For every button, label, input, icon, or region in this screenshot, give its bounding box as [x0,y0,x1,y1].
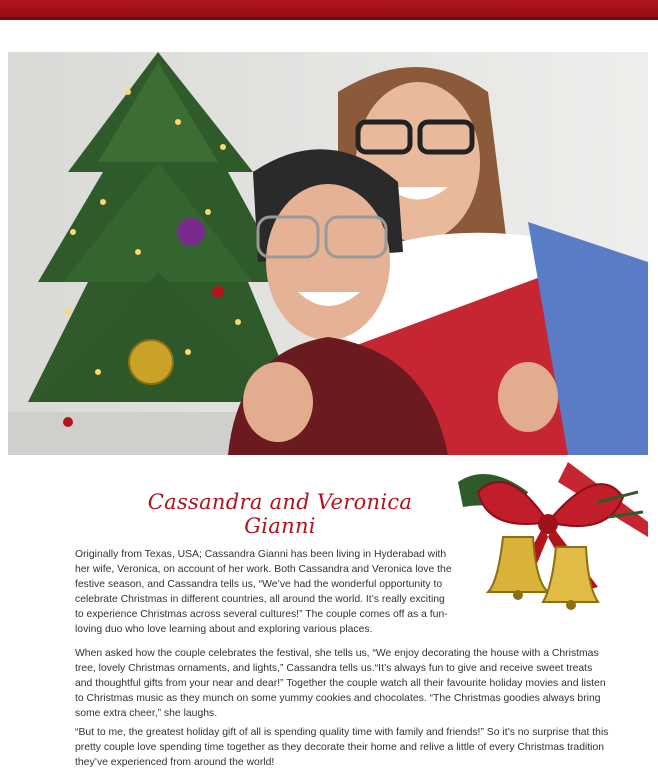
article-paragraph-2: When asked how the couple celebrates the festival, she tells us, “We enjoy decorating the house with a Christmas tree, lovely Christmas ornaments, and lights,” Cassandra tells us.“It’s always fun to give and receive sweet treats and thoughtful gifts from your near and dear!” Together the couple watch all their favourite holiday movies and listen to Christmas music as they munch on some yummy cookies and chocolates. “The Christmas goodies always bring some extra cheer,” she laughs. [75,648,606,719]
couple-name-caption: Cassandra and Veronica Gianni [147,490,413,538]
christmas-bow-bells-icon [448,462,648,612]
photo-illustration [8,52,648,455]
article-paragraph-3: “But to me, the greatest holiday gift of all is spending quality time with family and friends!” So it’s no surprise that this pretty couple love spending time together as they decorate their home and relive a little of every Christmas tradition they’ve experienced from around the world! [75,727,609,768]
couple-photo [8,52,648,455]
header-decorative-band [0,0,658,20]
article-paragraph-1: Originally from Texas, USA; Cassandra Gianni has been living in Hyderabad with her wife, Veronica, on account of her work. Both Cassandra and Veronica love the festive season, and Cassandra tells us, “We’ve had the wonderful opportunity to celebrate Christmas in different countries, all around the world. It’s really exciting to experience Christmas across several cultures!” The couple comes off as a fun-loving duo who love learning about and exploring various places. [75,549,452,635]
